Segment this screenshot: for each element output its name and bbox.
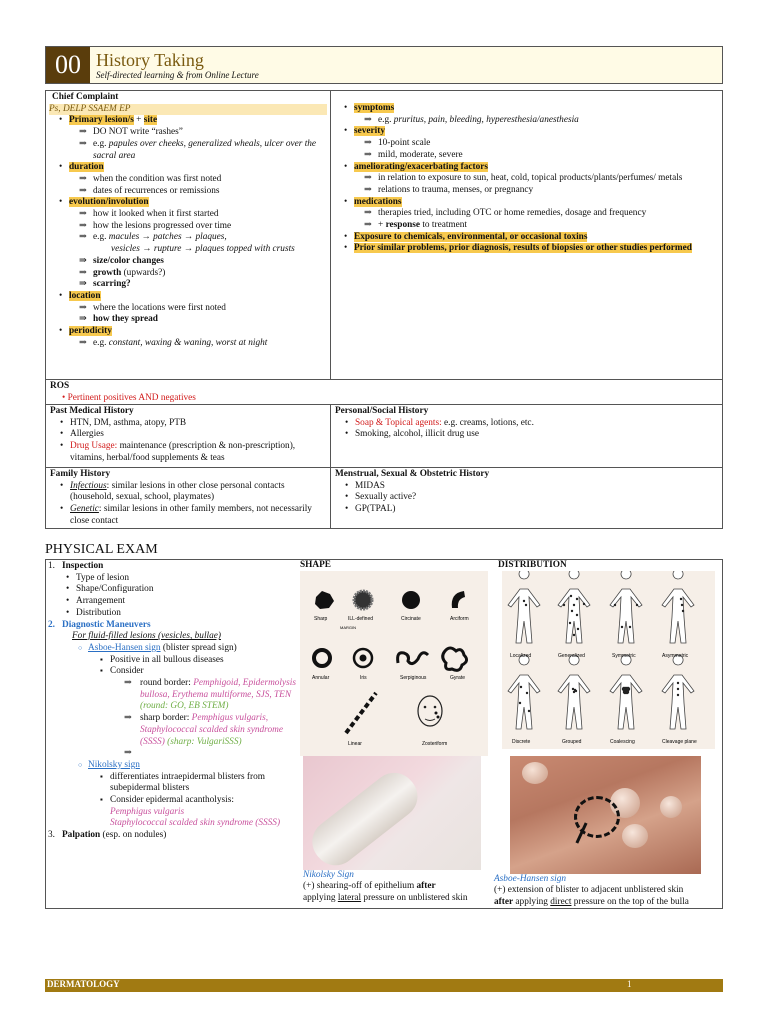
list-item: • Shape/Configuration [66,584,298,596]
asboe-hansen-photo [510,756,701,874]
chief-complaint-title: Chief Complaint [52,92,119,102]
list-item: ⇒ 10-point scale [364,138,719,150]
list-item: • Primary lesion/s + site ⇒ DO NOT write “rashes” ⇒ e.g. papules over cheeks, generalized wheals, ulcer over the sacral area [59,115,327,162]
body-figure [508,571,540,643]
distribution-title: DISTRIBUTION [498,560,567,570]
asboe-hansen-description: (+) extension of blister to adjacent unblistered skin after applying direct pressure on the top of the bulla [494,885,689,907]
ros-title: ROS [50,381,70,391]
page-header [45,46,723,84]
cc-list [49,115,327,349]
lesion-dot [677,694,679,696]
list-item: ⇒ size/color changes [79,256,327,268]
list-item: • Infectious: similar lesions in other close personal contacts (household, sexual, school, playmates) [60,481,326,504]
list-item: • severity ⇒ 10-point scale ⇒ mild, moderate, severe [344,126,719,161]
lesion-dot [563,604,565,606]
list-item: • location ⇒ where the locations were first noted ⇒ how they spread [59,291,327,326]
footer-subject: DERMATOLOGY [47,979,120,989]
personal-social-history [330,404,723,468]
body-figure [508,655,540,729]
lesion-dot [577,628,579,630]
lesion-dot [528,710,530,712]
list-item: ⇒ mild, moderate, severe [364,150,719,162]
nikolsky-description: (+) shearing-off of epithelium after applying lateral pressure on unblistered skin [303,881,468,903]
list-item: • Distribution [66,608,298,620]
list-item: ⇒ round border: Pemphigoid, Epidermolysis bullosa, Erythema multiforme, SJS, TEN (round: GO, EB STEM) [124,678,298,713]
lesion-dot [576,598,578,600]
asboe-hansen-caption: Asboe-Hansen sign [494,874,567,884]
list-item: ○ Nikolsky sign ▪ differentiates intraepidermal blisters from subepidermal blisters ▪ Consider epidermal acantholysis: Pemphigus vulgaris Staphylococcal scalded skin syndrome (SSSS) [78,760,298,830]
page-footer [45,979,723,992]
list-item: • Arrangement [66,596,298,608]
list-item: For fluid-filled lesions (vesicles, bullae) [72,631,221,642]
physical-exam-title: PHYSICAL EXAM [45,542,158,557]
list-item: ⇒ relations to trauma, menses, or pregnancy [364,185,719,197]
physical-exam-section [45,559,723,909]
list-item: ⇒ how the lesions progressed over time [79,221,327,233]
dist-label: Asymmetric [662,653,689,659]
dist-label: Grouped [562,739,582,745]
distribution-diagram [502,571,715,749]
dist-label: Coalescing [610,739,635,745]
shape-figure [300,571,488,756]
pmh-title: Past Medical History [50,406,134,416]
dist-label: Localized [510,653,532,659]
list-item: • Drug Usage: maintenance (prescription & non-prescription), vitamins, herbal/food supplements & teas [60,441,326,464]
lesion-dot [573,634,575,636]
psh-title: Personal/Social History [335,406,429,416]
shape-label: Zosteriform [422,741,448,747]
ros-item: • Pertinent positives AND negatives [62,392,196,403]
list-item: ⇒ e.g. papules over cheeks, generalized wheals, ulcer over the sacral area [79,139,327,162]
lesion-dot [625,690,629,694]
list-item: • Prior similar problems, prior diagnosis, results of biopsies or other studies performed [344,243,719,255]
page-subtitle: Self-directed learning & from Online Lecture [96,70,259,80]
chief-complaint-left [45,90,331,380]
lesion-dot [570,595,572,597]
family-history [45,467,331,529]
lesion-dot [629,626,631,628]
lesion-dot [571,610,573,612]
list-item [124,748,298,760]
list-item: ⇒ scarring? [79,279,327,291]
lesion-dot [569,622,571,624]
shape-label: Linear [348,741,362,747]
lesion-dot [636,604,638,606]
shape-label: Sharp [314,616,328,622]
list-item: ⇒ where the locations were first noted [79,303,327,315]
shape-title: SHAPE [300,560,331,570]
nikolsky-photo [303,756,481,870]
shape-label: Annular [312,675,330,681]
fh-title: Family History [50,469,111,479]
list-item: • medications ⇒ therapies tried, including OTC or home remedies, dosage and frequency ⇒ + response to treatment [344,197,719,232]
lesion-dot [614,604,616,606]
dist-label: Cleavage plane [662,739,697,745]
list-item: ⇒ DO NOT write “rashes” [79,127,327,139]
lesion-dot [573,604,575,606]
lesion-dot [583,603,585,605]
lesion-dot [680,598,682,600]
finger-shape [303,764,426,870]
list-item: • periodicity ⇒ e.g. constant, waxing & waning, worst at night [59,326,327,349]
list-item: • symptoms ⇒ e.g. pruritus, pain, bleeding, hyperesthesia/anesthesia [344,103,719,126]
list-item: ⇒ in relation to exposure to sun, heat, cold, topical products/plants/perfumes/ metals [364,173,719,185]
list-item: • Smoking, alcohol, illicit drug use [345,429,718,441]
list-item: ⇒ when the condition was first noted [79,174,327,186]
list-item: ⇒ therapies tried, including OTC or home remedies, dosage and frequency [364,208,719,220]
body-figure [558,655,590,729]
lesion-dot [677,688,679,690]
list-item: ⇒ how it looked when it first started [79,209,327,221]
ros-section [45,379,723,405]
list-item: ⇒ + response to treatment [364,220,719,232]
lesion-dot [682,610,684,612]
chief-complaint-right [330,90,723,380]
lesion-dot [520,686,522,688]
list-item: ▪ differentiates intraepidermal blisters from subepidermal blisters [100,772,298,795]
distribution-figure [502,571,715,749]
physical-exam-list [48,561,298,842]
list-item: ⇒ e.g. macules → patches → plaques, vesicles → rupture → plaques topped with crusts [79,232,327,255]
list-item: ○ Asboe-Hansen sign (blister spread sign) ▪ Positive in all bullous diseases ▪ Consider ⇒ round border: Pemphigoid, Epidermolysis bullosa, Erythema multiforme, SJS, TEN (round: GO, EB STEM) ⇒ sharp border: Pemphigus vulgaris, Staphylococcal scalded skin syndrome (SSSS) (sharp: VulgariSSS) ⇒ [78,643,298,760]
list-item: • HTN, DM, asthma, atopy, PTB [60,418,326,430]
dist-label: Generalized [558,653,585,659]
list-item: • Exposure to chemicals, environmental, or occasional toxins [344,232,719,244]
list-item: ⇒ sharp border: Pemphigus vulgaris, Staphylococcal scalded skin syndrome (SSSS) (sharp: VulgariSSS) [124,713,298,748]
list-item: ▪ Positive in all bullous diseases [100,655,298,667]
list-item: • Sexually active? [345,492,718,504]
lesion-dot [525,604,527,606]
list-item: • Soap & Topical agents: e.g. creams, lotions, etc. [345,418,718,430]
list-item: • MIDAS [345,481,718,493]
list-item: • Allergies [60,429,326,441]
shape-label: Circinate [401,616,421,622]
shape-label: Serpiginous [400,675,427,681]
lesion-dot [526,692,528,694]
lesion-dot [519,702,521,704]
list-item: • ameliorating/exacerbating factors ⇒ in relation to exposure to sun, heat, cold, topical products/plants/perfumes/ metals ⇒ relations to trauma, menses, or pregnancy [344,162,719,197]
page-title: History Taking [96,50,204,70]
body-figure [610,571,642,643]
shape-label: Arciform [450,616,469,622]
body-figure [662,571,694,643]
list-item: • Genetic: similar lesions in other family members, not necessarily close contact [60,504,326,527]
menstrual-sexual-history [330,467,723,529]
list-item: ⇒ e.g. pruritus, pain, bleeding, hyperesthesia/anesthesia [364,115,719,127]
past-medical-history [45,404,331,468]
body-figure [662,655,694,729]
list-item: • GP(TPAL) [345,504,718,516]
list-item: ▪ Consider epidermal acantholysis: Pemphigus vulgaris Staphylococcal scalded skin syndrome (SSSS) [100,795,298,830]
shape-label: Iris [360,675,367,681]
list-item: 1. Inspection [48,561,104,571]
list-item: • evolution/involution ⇒ how it looked when it first started ⇒ how the lesions progressed over time ⇒ e.g. macules → patches → plaques, vesicles → rupture → plaques topped with crusts ⇒ size/color changes ⇒ growth (upwards?) ⇒ scarring? [59,197,327,291]
lesion-dot [621,626,623,628]
cc-right-list [334,103,719,255]
dist-label: Symmetric [612,653,636,659]
list-item: • Type of lesion [66,573,298,585]
lesion-dot [681,604,683,606]
list-item: ⇒ growth (upwards?) [79,268,327,280]
list-item: 2. Diagnostic Maneuvers [48,619,151,630]
shape-label: ILL-defined [348,616,374,622]
list-item: ⇒ e.g. constant, waxing & waning, worst at night [79,338,327,350]
list-item: 3. Palpation (esp. on nodules) [48,830,167,841]
list-item: ▪ Consider ⇒ round border: Pemphigoid, Epidermolysis bullosa, Erythema multiforme, SJS, TEN (round: GO, EB STEM) ⇒ sharp border: Pemphigus vulgaris, Staphylococcal scalded skin syndrome (SSSS) (sharp: VulgariSSS) ⇒ [100,666,298,760]
body-figure [610,655,642,729]
margin-label: MARGIN [340,625,356,630]
lesion-dot [677,682,679,684]
lesion-dot [523,600,525,602]
page-number: 1 [627,979,632,989]
list-item: ⇒ how they spread [79,314,327,326]
msh-title: Menstrual, Sexual & Obstetric History [335,469,490,479]
nikolsky-caption: Nikolsky Sign [303,870,354,880]
chapter-number: 00 [46,47,90,83]
list-item: • duration ⇒ when the condition was first noted ⇒ dates of recurrences or remissions [59,162,327,197]
list-item: ⇒ dates of recurrences or remissions [79,186,327,198]
lesion-dot [576,614,578,616]
shape-label: Gyrate [450,675,466,681]
body-figure [558,571,590,643]
dist-label: Discrete [512,739,531,745]
lesion-dot [575,690,577,692]
shape-diagram [300,571,488,756]
mnemonic: Ps, DELP SSAEM EP [49,104,327,116]
